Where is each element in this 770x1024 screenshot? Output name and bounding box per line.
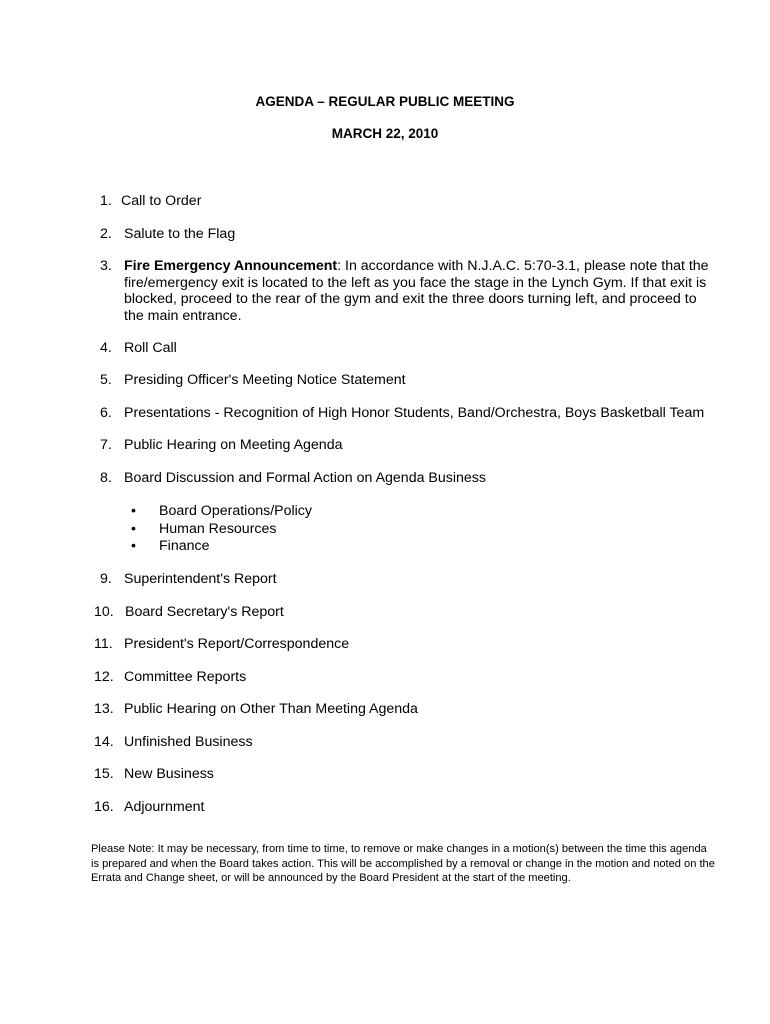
item-number: 2. [100,226,112,242]
list-item [131,503,312,521]
item-text: Unfinished Business [124,734,253,750]
bullet-icon: • [131,520,136,537]
sub-item-text: Board Operations/Policy [159,503,312,519]
item-text: Board Secretary's Report [125,604,284,620]
please-note-paragraph: Please Note: It may be necessary, from time to time, to remove or make changes in a motion(s) between the time this agenda is prepared and when the Board takes action. This will be accomplished by a removal or change in the motion and noted on the Errata and Change sheet, or will be announced by the Board President at the start of the meeting. [91,843,715,885]
item-text: Public Hearing on Meeting Agenda [124,437,343,453]
item-text: Adjournment [124,799,205,815]
item-text: Salute to the Flag [124,226,236,242]
item-body: : In accordance with N.J.A.C. 5:70-3.1, please note that the fire/emergency exit is located to the left as you face the stage in the Lynch Gym. If that exit is blocked, proceed to the rear of the gym and exit the three doors turning left, and proceed to the main entrance. [124,258,709,324]
sub-item-list [131,503,312,556]
item-text: Roll Call [124,340,177,356]
item-number: 14. [94,734,114,750]
item-text: Public Hearing on Other Than Meeting Agenda [124,701,418,717]
meeting-date: MARCH 22, 2010 [331,126,439,141]
item-text: New Business [124,766,214,782]
item-number: 9. [100,571,112,587]
item-number: 11. [94,636,113,652]
bullet-icon: • [131,503,136,519]
bullet-icon: • [131,538,136,554]
list-item [131,538,312,556]
item-number: 5. [100,372,112,388]
item-number: 12. [94,669,114,685]
item-text: Board Discussion and Formal Action on Agenda Business [124,470,486,486]
sub-item-text: Human Resources [159,520,277,537]
item-number: 6. [100,405,112,421]
item-number: 16. [94,799,114,815]
item-text: Presiding Officer's Meeting Notice Statement [124,372,406,388]
item-text: Call to Order [121,193,202,209]
item-text [124,258,714,324]
agenda-title: AGENDA – REGULAR PUBLIC MEETING [255,94,515,109]
item-number: 15. [94,766,114,782]
item-text: President's Report/Correspondence [124,636,350,652]
item-text: Presentations - Recognition of High Honor Students, Band/Orchestra, Boys Basketball Team [124,405,705,421]
list-item [131,521,312,539]
item-number: 7. [100,437,112,453]
item-number: 1. [100,193,112,209]
item-number: 3. [100,258,112,274]
item-number: 10. [94,604,114,620]
item-number: 13. [94,701,114,717]
item-text: Committee Reports [124,669,247,685]
item-text: Superintendent's Report [124,571,277,587]
item-number: 4. [100,340,112,356]
item-heading: Fire Emergency Announcement [124,258,338,274]
item-number: 8. [100,470,112,486]
sub-item-text: Finance [159,538,210,554]
